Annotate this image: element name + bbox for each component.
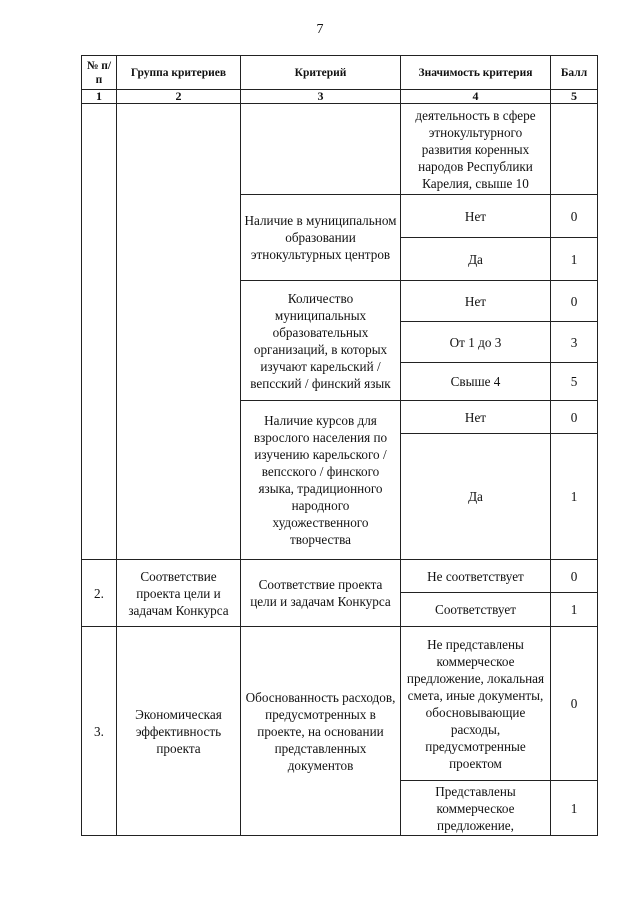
significance-cell: деятельность в сфере этнокультурного развития коренных народов Республики Карелия, свыше 10 bbox=[401, 104, 551, 195]
section-num: 3. bbox=[82, 627, 117, 836]
header-significance: Значимость критерия bbox=[401, 56, 551, 90]
score-cell: 3 bbox=[551, 322, 598, 363]
table-row bbox=[82, 560, 598, 593]
criterion-cell: Обоснованность расходов, предусмотренных в проекте, на основании представленных документов bbox=[241, 627, 401, 836]
section-1-group-cell bbox=[117, 104, 241, 560]
col-number: 1 bbox=[82, 90, 117, 104]
significance-cell: Не соответствует bbox=[401, 560, 551, 593]
score-cell: 0 bbox=[551, 627, 598, 781]
significance-cell: Да bbox=[401, 434, 551, 560]
col-number: 5 bbox=[551, 90, 598, 104]
score-cell: 0 bbox=[551, 281, 598, 322]
score-cell: 0 bbox=[551, 401, 598, 434]
page-number: 7 bbox=[316, 22, 324, 37]
score-cell: 1 bbox=[551, 434, 598, 560]
score-cell bbox=[551, 104, 598, 195]
score-cell: 0 bbox=[551, 195, 598, 238]
significance-cell: Не представлены коммерческое предложение, локальная смета, иные документы, обосновывающие расходы, предусмотренные проектом bbox=[401, 627, 551, 781]
header-row bbox=[82, 56, 598, 90]
score-cell: 1 bbox=[551, 238, 598, 281]
col-number: 3 bbox=[241, 90, 401, 104]
significance-cell: Свыше 4 bbox=[401, 363, 551, 401]
criterion-cell bbox=[241, 104, 401, 195]
group-cell: Экономическая эффективность проекта bbox=[117, 627, 241, 836]
score-cell: 5 bbox=[551, 363, 598, 401]
score-cell: 1 bbox=[551, 593, 598, 627]
significance-cell: Нет bbox=[401, 195, 551, 238]
col-number: 4 bbox=[401, 90, 551, 104]
table-row bbox=[82, 627, 598, 781]
group-cell: Соответствие проекта цели и задачам Конкурса bbox=[117, 560, 241, 627]
criterion-cell: Наличие в муниципальном образовании этнокультурных центров bbox=[241, 195, 401, 281]
criterion-cell: Количество муниципальных образовательных организаций, в которых изучают карельский / вепсский / финский язык bbox=[241, 281, 401, 401]
score-cell: 0 bbox=[551, 560, 598, 593]
section-num: 2. bbox=[82, 560, 117, 627]
header-num: № п/п bbox=[82, 56, 117, 90]
criterion-cell: Наличие курсов для взрослого населения по изучению карельского / вепсского / финского языка, традиционного народного художественного творчества bbox=[241, 401, 401, 560]
header-group: Группа критериев bbox=[117, 56, 241, 90]
significance-cell: Соответствует bbox=[401, 593, 551, 627]
significance-cell: Представлены коммерческое предложение, bbox=[401, 781, 551, 836]
significance-cell: Нет bbox=[401, 401, 551, 434]
score-cell: 1 bbox=[551, 781, 598, 836]
criterion-cell: Соответствие проекта цели и задачам Конкурса bbox=[241, 560, 401, 627]
column-number-row bbox=[82, 90, 598, 104]
criteria-table bbox=[81, 55, 598, 836]
significance-cell: Да bbox=[401, 238, 551, 281]
header-criterion: Критерий bbox=[241, 56, 401, 90]
col-number: 2 bbox=[117, 90, 241, 104]
significance-cell: От 1 до 3 bbox=[401, 322, 551, 363]
table-row bbox=[82, 104, 598, 195]
section-1-num-cell bbox=[82, 104, 117, 560]
significance-cell: Нет bbox=[401, 281, 551, 322]
header-score: Балл bbox=[551, 56, 598, 90]
